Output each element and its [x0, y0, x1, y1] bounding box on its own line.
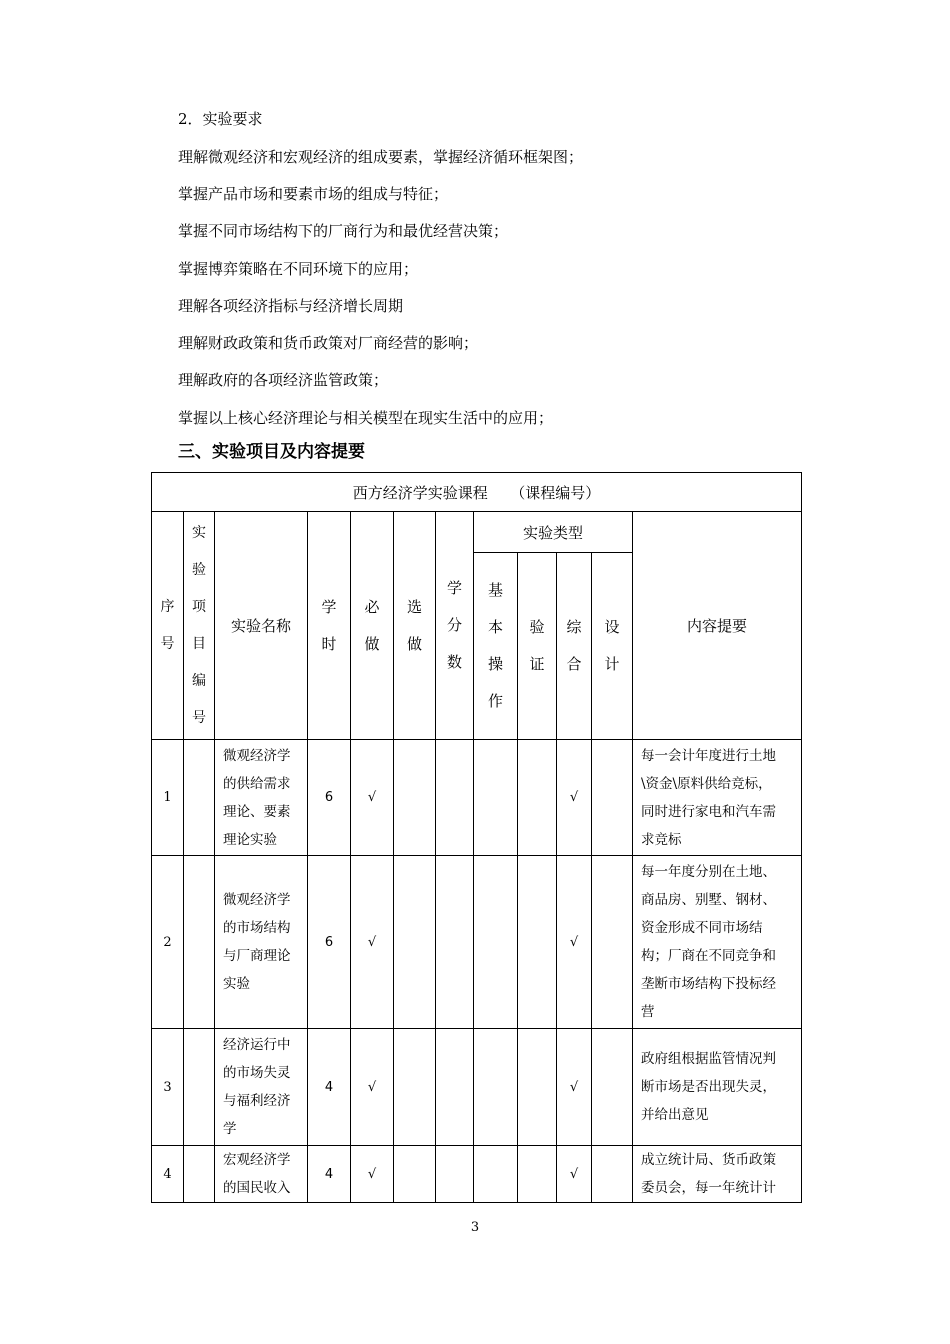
cell-code [184, 740, 215, 856]
cell-verify [518, 1146, 557, 1203]
cell-summary: 每一会计年度进行土地 \资金\原料供给竞标， 同时进行家电和汽车需 求竞标 [633, 740, 802, 856]
header-design: 设 计 [592, 553, 633, 740]
requirement-item: 掌握博弈策略在不同环境下的应用； [178, 260, 419, 278]
header-hours: 学 时 [308, 512, 351, 740]
cell-verify [518, 856, 557, 1029]
experiment-table [151, 472, 802, 1203]
cell-hours: 4 [308, 1029, 351, 1146]
cell-basic [474, 1029, 518, 1146]
requirement-item: 理解政府的各项经济监管政策； [178, 371, 389, 389]
cell-design [592, 1029, 633, 1146]
cell-code [184, 856, 215, 1029]
requirement-item: 理解微观经济和宏观经济的组成要素，掌握经济循环框架图； [178, 148, 584, 166]
cell-hours: 6 [308, 856, 351, 1029]
cell-optional [394, 1029, 436, 1146]
cell-seq: 4 [152, 1146, 184, 1203]
cell-optional [394, 1146, 436, 1203]
cell-credits [436, 740, 474, 856]
cell-name: 微观经济学 的供给需求 理论、要素 理论实验 [215, 740, 308, 856]
table-row [152, 740, 802, 856]
cell-required: √ [351, 1146, 394, 1203]
cell-basic [474, 856, 518, 1029]
cell-design [592, 740, 633, 856]
cell-required: √ [351, 1029, 394, 1146]
cell-name: 经济运行中 的市场失灵 与福利经济 学 [215, 1029, 308, 1146]
cell-name: 微观经济学 的市场结构 与厂商理论 实验 [215, 856, 308, 1029]
cell-optional [394, 856, 436, 1029]
requirement-item: 掌握不同市场结构下的厂商行为和最优经营决策； [178, 222, 509, 240]
cell-verify [518, 1029, 557, 1146]
cell-design [592, 1146, 633, 1203]
cell-hours: 6 [308, 740, 351, 856]
header-code: 实 验 项 目 编 号 [184, 512, 215, 740]
table-row [152, 1029, 802, 1146]
table-row [152, 856, 802, 1029]
cell-seq: 1 [152, 740, 184, 856]
cell-credits [436, 1146, 474, 1203]
cell-summary: 政府组根据监管情况判 断市场是否出现失灵， 并给出意见 [633, 1029, 802, 1146]
header-verify: 验 证 [518, 553, 557, 740]
cell-comprehensive: √ [557, 1029, 592, 1146]
requirements-title: 2．实验要求 [178, 110, 263, 128]
header-optional: 选 做 [394, 512, 436, 740]
cell-optional [394, 740, 436, 856]
cell-basic [474, 740, 518, 856]
header-summary: 内容提要 [633, 512, 802, 740]
header-credits: 学 分 数 [436, 512, 474, 740]
cell-credits [436, 856, 474, 1029]
cell-comprehensive: √ [557, 740, 592, 856]
cell-summary: 成立统计局、货币政策 委员会，每一年统计计 [633, 1146, 802, 1203]
header-comprehensive: 综 合 [557, 553, 592, 740]
cell-required: √ [351, 856, 394, 1029]
requirement-item: 掌握产品市场和要素市场的组成与特征； [178, 185, 449, 203]
cell-summary: 每一年度分别在土地、 商品房、别墅、钢材、 资金形成不同市场结 构；厂商在不同竞争和 垄断市场结构下投标经 营 [633, 856, 802, 1029]
table-row [152, 1146, 802, 1203]
cell-name: 宏观经济学 的国民收入 [215, 1146, 308, 1203]
cell-verify [518, 740, 557, 856]
table-caption: 西方经济学实验课程 （课程编号） [152, 473, 802, 512]
header-required: 必 做 [351, 512, 394, 740]
cell-code [184, 1029, 215, 1146]
requirement-item: 掌握以上核心经济理论与相关模型在现实生活中的应用； [178, 409, 554, 427]
page-number: 3 [470, 1220, 480, 1235]
cell-basic [474, 1146, 518, 1203]
cell-design [592, 856, 633, 1029]
header-basic: 基 本 操 作 [474, 553, 518, 740]
cell-hours: 4 [308, 1146, 351, 1203]
header-type-group: 实验类型 [474, 512, 633, 553]
requirement-item: 理解财政政策和货币政策对厂商经营的影响； [178, 334, 479, 352]
cell-comprehensive: √ [557, 856, 592, 1029]
header-name: 实验名称 [215, 512, 308, 740]
requirement-item: 理解各项经济指标与经济增长周期 [178, 297, 404, 315]
cell-required: √ [351, 740, 394, 856]
section-heading: 三、实验项目及内容提要 [178, 442, 365, 462]
cell-seq: 3 [152, 1029, 184, 1146]
cell-code [184, 1146, 215, 1203]
cell-credits [436, 1029, 474, 1146]
cell-comprehensive: √ [557, 1146, 592, 1203]
header-seq: 序 号 [152, 512, 184, 740]
cell-seq: 2 [152, 856, 184, 1029]
